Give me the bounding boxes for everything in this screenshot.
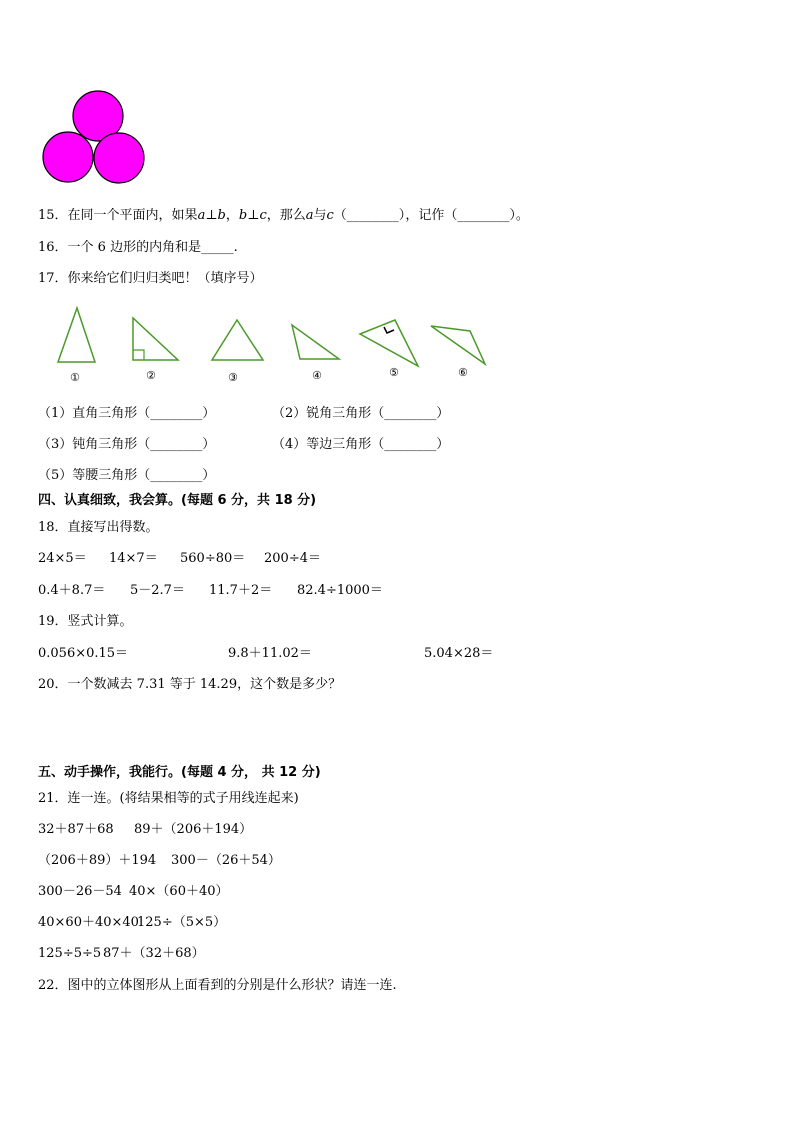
- q18-r1-c3: 560÷80＝: [180, 551, 246, 566]
- section-4-title: 四、认真细致，我会算。(每题 6 分，共 18 分): [38, 493, 317, 508]
- triangle-label-2: ②: [146, 369, 156, 382]
- q21-r3-left: 300－26－54: [38, 884, 122, 899]
- question-16: 16．一个 6 边形的内角和是_____.: [38, 240, 238, 255]
- q17-sub-5: （5）等腰三角形（________）: [38, 468, 216, 483]
- q21-r2-right: 300－（26＋54）: [171, 853, 281, 868]
- question-15: 15．在同一个平面内，如果a⊥b，b⊥c，那么a与c（________），记作（________）。: [38, 208, 529, 223]
- question-17: 17．你来给它们归归类吧！（填序号）: [38, 271, 263, 286]
- q21-r5-left: 125÷5÷5: [38, 946, 102, 961]
- q18-r2-c3: 11.7＋2＝: [209, 583, 273, 598]
- question-21: 21．连一连。(将结果相等的式子用线连起来): [38, 791, 299, 806]
- q21-r1-right: 89＋（206＋194）: [134, 822, 253, 837]
- q18-r1-c1: 24×5＝: [38, 551, 87, 566]
- q17-sub-1: （1）直角三角形（________）: [38, 406, 216, 421]
- q17-sub-2: （2）锐角三角形（________）: [272, 406, 450, 421]
- q17-sub-4: （4）等边三角形（________）: [272, 437, 450, 452]
- question-18: 18．直接写出得数。: [38, 520, 159, 535]
- q18-r1-c4: 200÷4＝: [264, 551, 321, 566]
- section-5-title: 五、动手操作，我能行。(每题 4 分， 共 12 分): [38, 765, 321, 780]
- q17-sub-3: （3）钝角三角形（________）: [38, 437, 216, 452]
- q19-item-1: 0.056×0.15＝: [38, 646, 129, 661]
- q21-r4-right: 125÷（5×5）: [137, 915, 227, 930]
- question-20: 20．一个数减去 7.31 等于 14.29，这个数是多少？: [38, 677, 342, 692]
- triangle-3: [212, 320, 263, 360]
- q19-item-2: 9.8＋11.02＝: [228, 646, 312, 661]
- q21-r3-right: 40×（60＋40）: [129, 884, 229, 899]
- q18-r1-c2: 14×7＝: [109, 551, 158, 566]
- triangle-label-5: ⑤: [389, 366, 399, 379]
- right-angle-mark-2: [133, 350, 144, 360]
- triangle-1: [58, 308, 95, 362]
- q18-r2-c1: 0.4＋8.7＝: [38, 583, 106, 598]
- right-angle-mark-5: [384, 327, 394, 333]
- q21-r2-left: （206＋89）＋194: [38, 853, 157, 868]
- triangle-label-3: ③: [228, 371, 238, 384]
- triangle-6: [431, 326, 485, 364]
- circle-right: [94, 133, 144, 183]
- triangle-label-1: ①: [70, 371, 80, 384]
- triangle-4: [292, 325, 339, 359]
- q19-item-3: 5.04×28＝: [424, 646, 494, 661]
- circle-left: [43, 132, 93, 182]
- triangle-label-6: ⑥: [458, 366, 468, 379]
- triangles-figure: [50, 300, 510, 390]
- triangle-5: [360, 320, 418, 366]
- triangle-2: [133, 318, 178, 360]
- question-19: 19．竖式计算。: [38, 614, 133, 629]
- q18-r2-c4: 82.4÷1000＝: [297, 583, 383, 598]
- question-22: 22．图中的立体图形从上面看到的分别是什么形状？请连一连.: [38, 978, 397, 993]
- q18-r2-c2: 5－2.7＝: [130, 583, 185, 598]
- triangle-label-4: ④: [312, 369, 322, 382]
- q21-r4-left: 40×60＋40×40: [38, 915, 139, 930]
- q21-r5-right: 87＋（32＋68）: [103, 946, 205, 961]
- three-circles-figure: [38, 88, 158, 188]
- q21-r1-left: 32＋87＋68: [38, 822, 114, 837]
